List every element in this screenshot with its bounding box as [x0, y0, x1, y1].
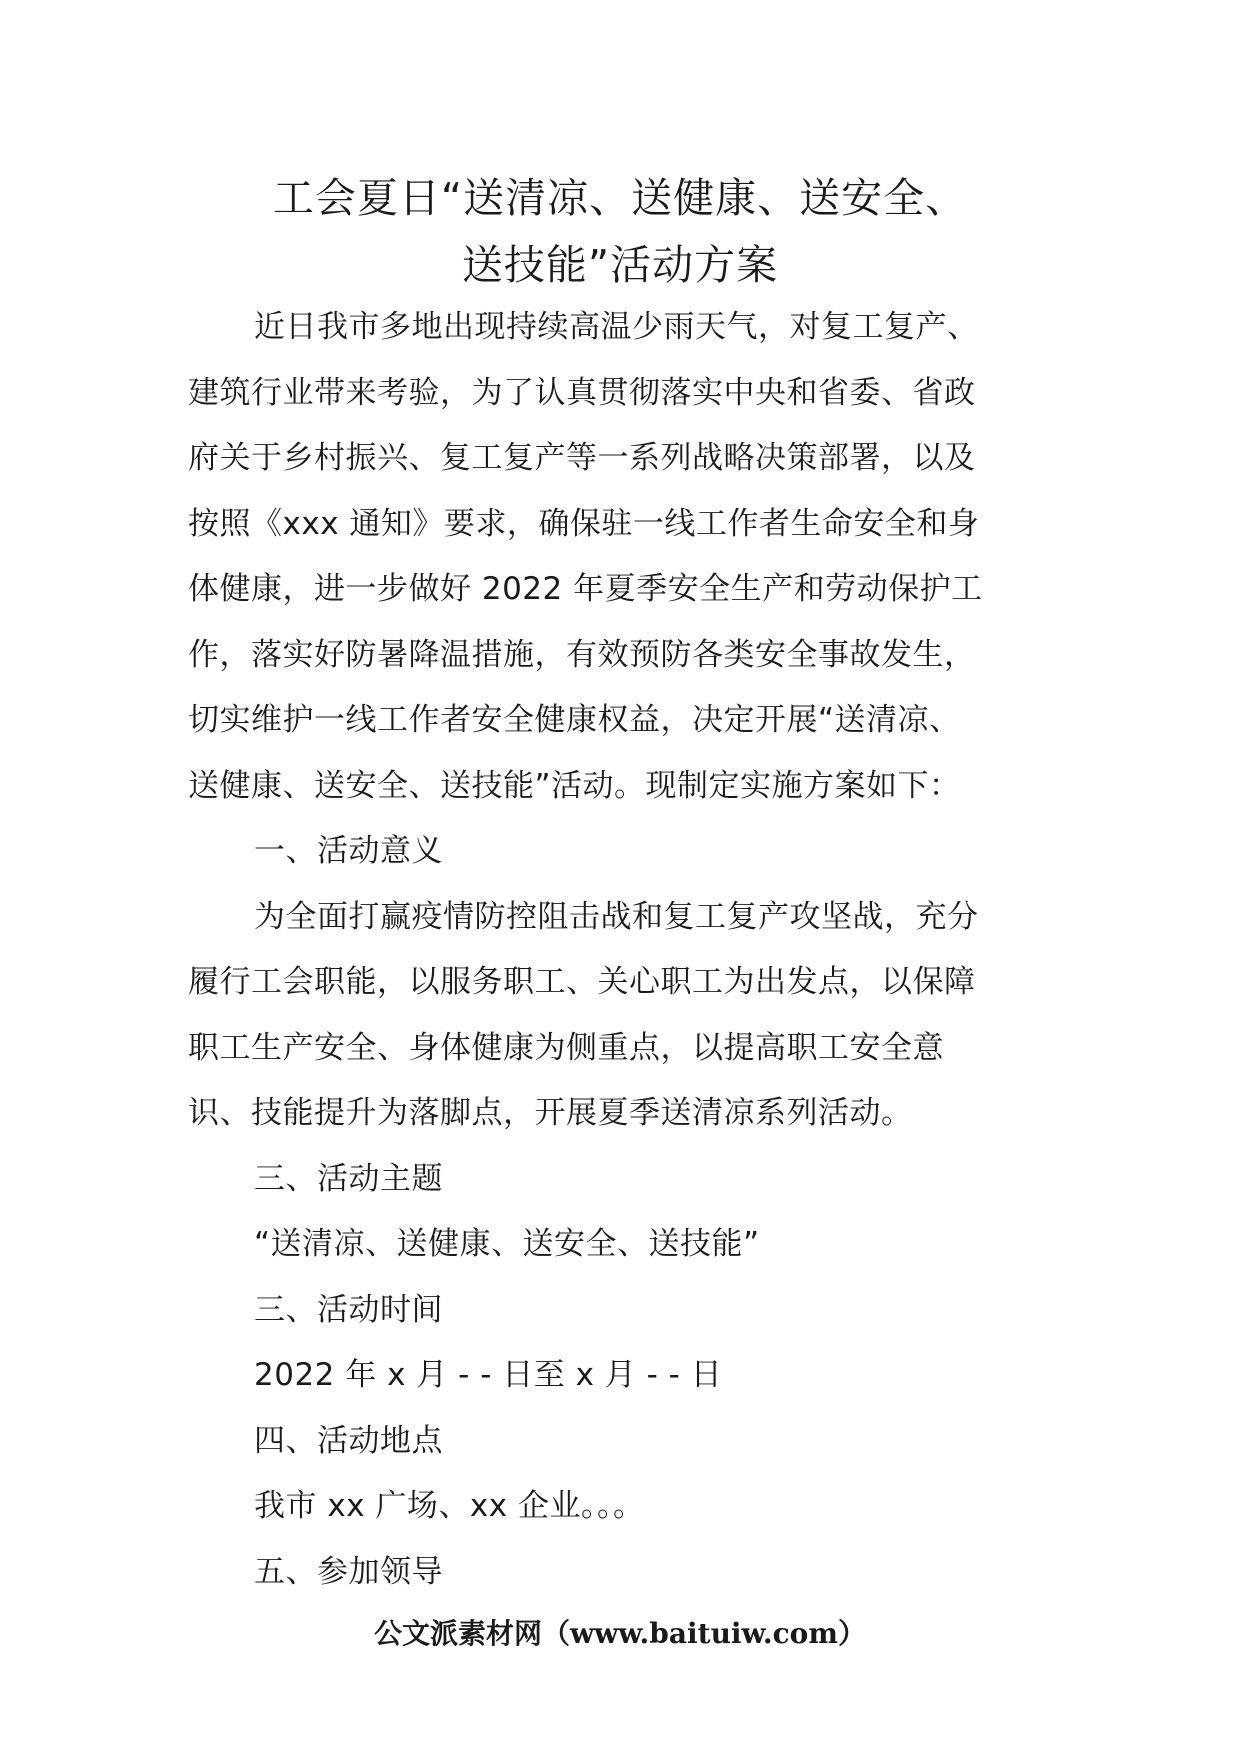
- document-body: [188, 295, 1058, 1605]
- body-line: 作，落实好防暑降温措施，有效预防各类安全事故发生，: [188, 636, 976, 673]
- body-line: “送清凉、送健康、送安全、送技能”: [254, 1226, 760, 1262]
- body-line: 四、活动地点: [254, 1422, 443, 1459]
- body-line: 为全面打赢疫情防控阻击战和复工复产攻坚战，充分: [254, 898, 979, 935]
- document-title-line-2: 送技能”活动方案: [461, 241, 779, 289]
- body-line: 我市 xx 广场、xx 企业。。。: [254, 1488, 645, 1524]
- body-line: 识、技能提升为落脚点，开展夏季送清凉系列活动。: [188, 1095, 913, 1131]
- body-line: 府关于乡村振兴、复工复产等一系列战略决策部署，以及: [188, 440, 976, 476]
- body-line: 三、活动时间: [254, 1291, 443, 1328]
- body-line: 体健康，进一步做好 2022 年夏季安全生产和劳动保护工: [188, 571, 983, 607]
- body-line: 2022 年 x 月 - - 日至 x 月 - - 日: [254, 1357, 723, 1393]
- body-line: 建筑行业带来考验，为了认真贯彻落实中央和省委、省政: [188, 374, 976, 411]
- body-line: 送健康、送安全、送技能”活动。现制定实施方案如下：: [188, 767, 961, 804]
- body-line: 近日我市多地出现持续高温少雨天气，对复工复产、: [254, 309, 979, 345]
- body-line: 五、参加领导: [254, 1553, 443, 1590]
- body-line: 三、活动主题: [254, 1160, 443, 1197]
- body-line: 按照《xxx 通知》要求，确保驻一线工作者生命安全和身: [188, 505, 980, 542]
- body-line: 履行工会职能，以服务职工、关心职工为出发点，以保障: [188, 964, 976, 1000]
- footer-watermark: 公文派素材网（www.baituiw.com）: [374, 1617, 866, 1650]
- document-title-line-1: 工会夏日“送清凉、送健康、送安全、: [272, 174, 968, 222]
- body-line: 切实维护一线工作者安全健康权益，决定开展“送清凉、: [188, 702, 961, 738]
- body-line: 职工生产安全、身体健康为侧重点，以提高职工安全意: [188, 1029, 944, 1066]
- body-line: 一、活动意义: [254, 833, 443, 869]
